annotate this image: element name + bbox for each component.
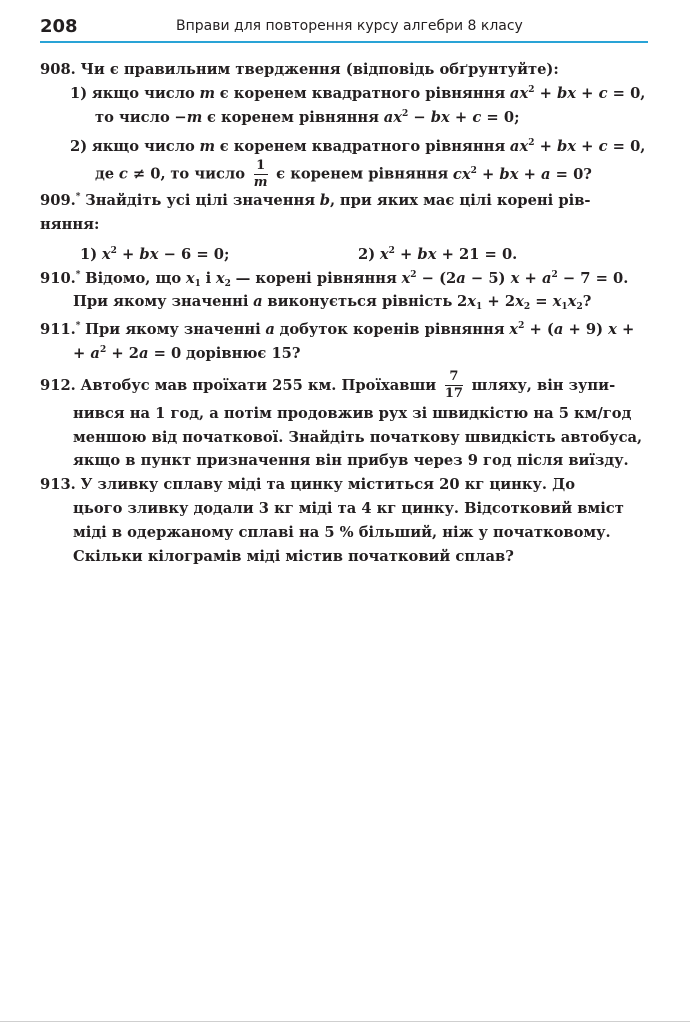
exercise-911-line-1: 911.* При якому значенні a добуток коренів рівняння $x^2 + (a + 9) x$ + (40, 321, 635, 339)
exercise-number: 912. (40, 376, 76, 394)
exercise-908-part-1: 1) якщо число m є коренем квадратного рівняння $ax^2$ + bx + c = 0, (70, 84, 646, 102)
exercise-911-line-2: + $a^2 + 2a = 0$ дорівнює 15? (73, 344, 301, 362)
exercise-912-line-1: 912. Автобус мав проїхати 255 км. Проїхавши $\frac{7}{17}$ шляху, він зупи- (40, 369, 616, 402)
exercise-910-line-1: 910.* Відомо, що $x_1$ і $x_2$ — корені рівняння $x^2 - (2a - 5) x + a^2 - 7 = 0$. (40, 269, 629, 289)
exercise-913-line-3: міді в одержаному сплаві на 5 % більший, ніж у початковому. (73, 523, 611, 541)
fraction-7-over-17: $\frac{7}{17}$ (444, 369, 463, 402)
fraction-1-over-m: $\frac{1}{m}$ (253, 158, 268, 191)
exercise-913-line-1: 913. У зливку сплаву міді та цинку міститься 20 кг цинку. До (40, 476, 576, 494)
page-bottom-edge (0, 1021, 690, 1022)
exercise-913-line-4: Скільки кілограмів міді містив початковий сплав? (73, 547, 514, 565)
exercise-912-line-3: меншою від початкової. Знайдіть початкову швидкість автобуса, (73, 428, 643, 446)
exercise-908-part-2-cont: де c ≠ 0, то число $\frac{1}{m}$ є коренем рівняння $cx^2$ + bx + a = 0? (95, 158, 592, 191)
exercise-908-part-2: 2) якщо число m є коренем квадратного рівняння $ax^2$ + bx + c = 0, (70, 138, 646, 156)
exercise-912-line-4: якщо в пункт призначення він прибув через 9 год після виїзду. (73, 452, 629, 470)
running-title: Вправи для повторення курсу алгебри 8 класу (176, 18, 523, 34)
exercises (40, 58, 648, 568)
exercise-910-line-2: При якому значенні a виконується рівність $2x_1 + 2x_2 = x_1x_2$? (73, 293, 592, 313)
exercise-908-intro: 908. Чи є правильним твердження (відповідь обґрунтуйте): (40, 61, 559, 78)
page-number: 208 (40, 16, 78, 37)
exercise-909-line-2: няння: (40, 215, 100, 233)
exercise-number: 911. (40, 321, 76, 339)
exercise-number: 913. (40, 476, 76, 494)
exercise-909-items: 1) $x^2$ + bx − 6 = 0; 2) $x^2$ + bx + 21 = 0. (80, 245, 518, 263)
exercise-number: 908. (40, 61, 76, 78)
header-rule (40, 41, 648, 43)
exercise-912-line-2: нився на 1 год, а потім продовжив рух зі швидкістю на 5 км/год (73, 404, 632, 422)
exercise-909-line-1: 909.* Знайдіть усі цілі значення b, при яких має цілі корені рів- (40, 192, 591, 210)
exercise-number: 910. (40, 269, 76, 287)
exercise-908-part-1-cont: то число −m є коренем рівняння $ax^2$ − bx + c = 0; (95, 108, 520, 126)
exercise-913-line-2: цього зливку додали 3 кг міді та 4 кг цинку. Відсотковий вміст (73, 499, 624, 517)
page-header (40, 10, 648, 46)
exercise-number: 909. (40, 192, 76, 210)
